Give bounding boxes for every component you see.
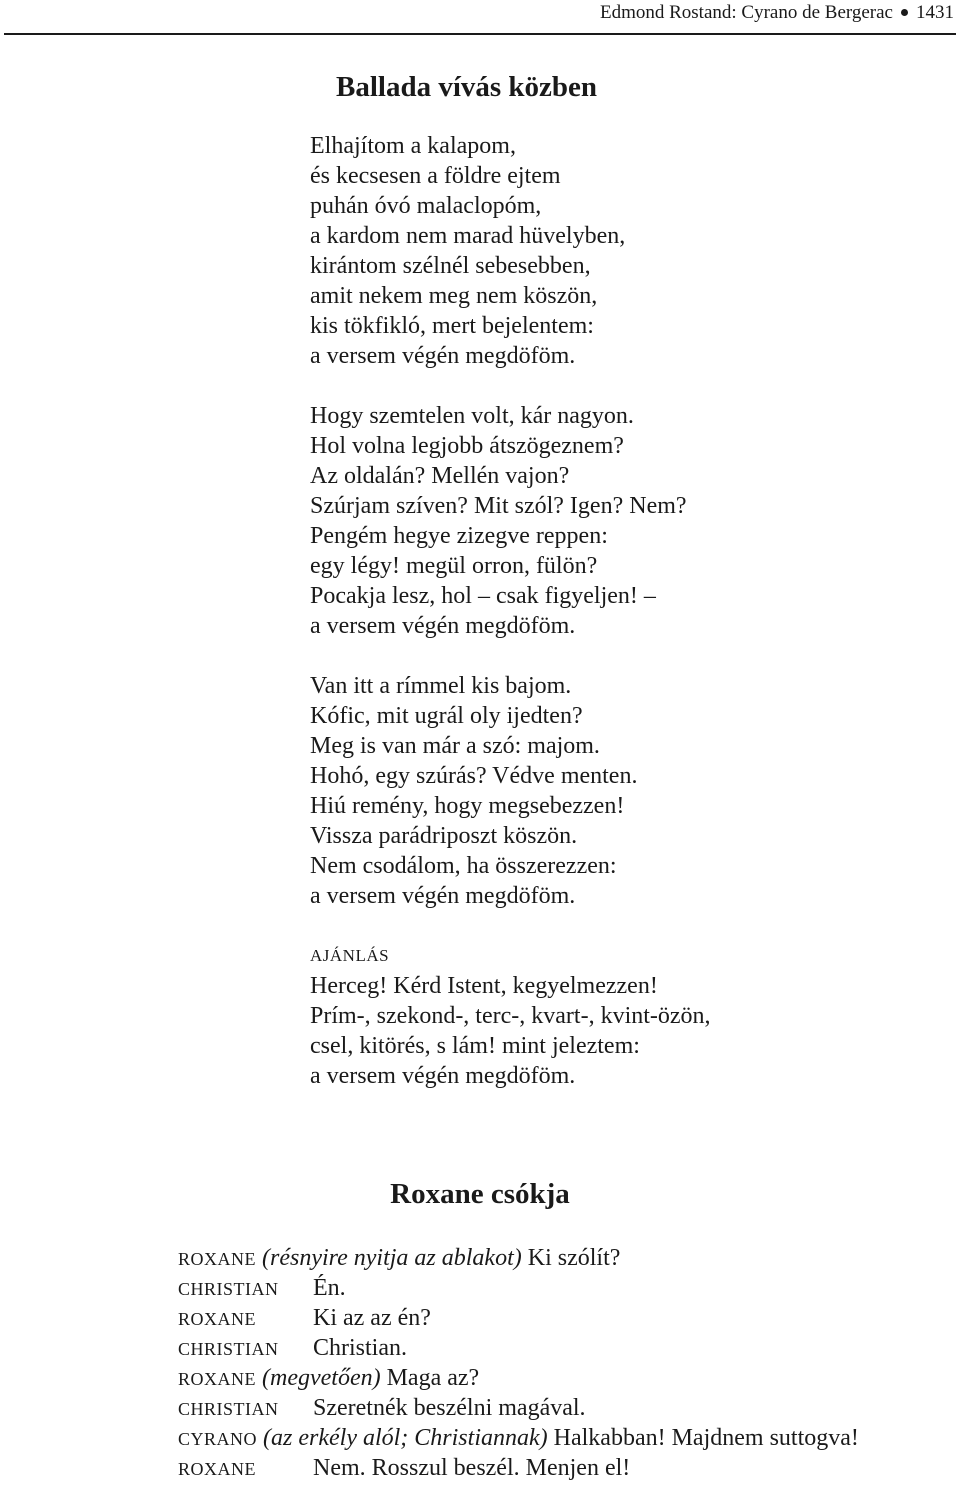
refrain-line: a versem végén megdöföm.	[310, 613, 576, 639]
refrain-line: a versem végén megdöföm.	[310, 883, 576, 909]
envoi	[310, 941, 711, 1091]
poem-line: Herceg! Kérd Istent, kegyelmezzen!	[310, 973, 658, 999]
spoken-text: Én.	[313, 1275, 346, 1301]
speaker-name: CHRISTIAN	[178, 1279, 279, 1299]
stage-direction: (megvetően)	[262, 1365, 381, 1391]
dialogue-line	[178, 1273, 859, 1303]
refrain-line: a versem végén megdöföm.	[310, 1063, 576, 1089]
ballad-poem	[310, 131, 711, 1121]
envoi-label: AJÁNLÁS	[310, 946, 390, 965]
spoken-text: Halkabban! Majdnem suttogva!	[553, 1425, 859, 1451]
poem-line: Elhajítom a kalapom,	[310, 133, 516, 159]
speaker-name: ROXANE	[178, 1309, 256, 1329]
speaker-name: CYRANO	[178, 1429, 258, 1449]
dialogue	[178, 1243, 859, 1483]
poem-line: Hohó, egy szúrás? Védve menten.	[310, 763, 638, 789]
stanza-1	[310, 131, 711, 371]
dialogue-line	[178, 1333, 859, 1363]
dialogue-line	[178, 1453, 859, 1483]
poem-line: kirántom szélnél sebesebben,	[310, 253, 591, 279]
speaker-name: ROXANE	[178, 1459, 256, 1479]
spoken-text: Maga az?	[386, 1365, 480, 1391]
spoken-text: Szeretnék beszélni magával.	[313, 1395, 586, 1421]
poem-line: egy légy! megül orron, fülön?	[310, 553, 598, 579]
poem-line: amit nekem meg nem köszön,	[310, 283, 598, 309]
poem-line: Hogy szemtelen volt, kár nagyon.	[310, 403, 634, 429]
poem-line: kis tökfikló, mert bejelentem:	[310, 313, 594, 339]
poem-line: Kófic, mit ugrál oly ijedten?	[310, 703, 583, 729]
book-title: Edmond Rostand: Cyrano de Bergerac	[599, 2, 893, 23]
bullet-dot-icon	[901, 9, 908, 16]
page-number: 1431	[916, 2, 954, 23]
speaker-name: ROXANE	[178, 1249, 256, 1269]
poem-line: Prím-, szekond-, terc-, kvart-, kvint-özön,	[310, 1003, 711, 1029]
dialogue-line	[178, 1423, 859, 1453]
ballad-title: Ballada vívás közben	[336, 71, 598, 103]
speaker-name: CHRISTIAN	[178, 1399, 279, 1419]
poem-line: Van itt a rímmel kis bajom.	[310, 673, 572, 699]
poem-line: Szúrjam szíven? Mit szól? Igen? Nem?	[310, 493, 687, 519]
poem-line: Nem csodálom, ha összerezzen:	[310, 853, 617, 879]
refrain-line: a versem végén megdöföm.	[310, 343, 576, 369]
stanza-2	[310, 401, 711, 641]
poem-line: puhán óvó malaclopóm,	[310, 193, 542, 219]
poem-line: csel, kitörés, s lám! mint jeleztem:	[310, 1033, 640, 1059]
page-header	[0, 0, 960, 36]
poem-line: Meg is van már a szó: majom.	[310, 733, 600, 759]
poem-line: Hol volna legjobb átszögeznem?	[310, 433, 624, 459]
dialogue-line	[178, 1303, 859, 1333]
spoken-text: Ki az az én?	[313, 1305, 431, 1331]
spoken-text: Christian.	[313, 1335, 407, 1361]
poem-line: és kecsesen a földre ejtem	[310, 163, 561, 189]
poem-line: Hiú remény, hogy megsebezzen!	[310, 793, 625, 819]
spoken-text: Ki szólít?	[527, 1245, 621, 1271]
header-rule	[4, 33, 956, 35]
poem-line: Az oldalán? Mellén vajon?	[310, 463, 570, 489]
stanza-3	[310, 671, 711, 911]
poem-line: a kardom nem marad hüvelyben,	[310, 223, 626, 249]
scene-title: Roxane csókja	[390, 1178, 570, 1210]
running-head	[600, 2, 954, 24]
speaker-name: CHRISTIAN	[178, 1339, 279, 1359]
spoken-text: Nem. Rosszul beszél. Menjen el!	[313, 1455, 631, 1481]
dialogue-line	[178, 1393, 859, 1423]
poem-line: Pengém hegye zizegve reppen:	[310, 523, 608, 549]
dialogue-line	[178, 1243, 859, 1273]
stage-direction: (az erkély alól; Christiannak)	[263, 1425, 548, 1451]
poem-line: Vissza parádriposzt köszön.	[310, 823, 578, 849]
poem-line: Pocakja lesz, hol – csak figyeljen! –	[310, 583, 656, 609]
stage-direction: (résnyire nyitja az ablakot)	[262, 1245, 522, 1271]
dialogue-line	[178, 1363, 859, 1393]
speaker-name: ROXANE	[178, 1369, 256, 1389]
